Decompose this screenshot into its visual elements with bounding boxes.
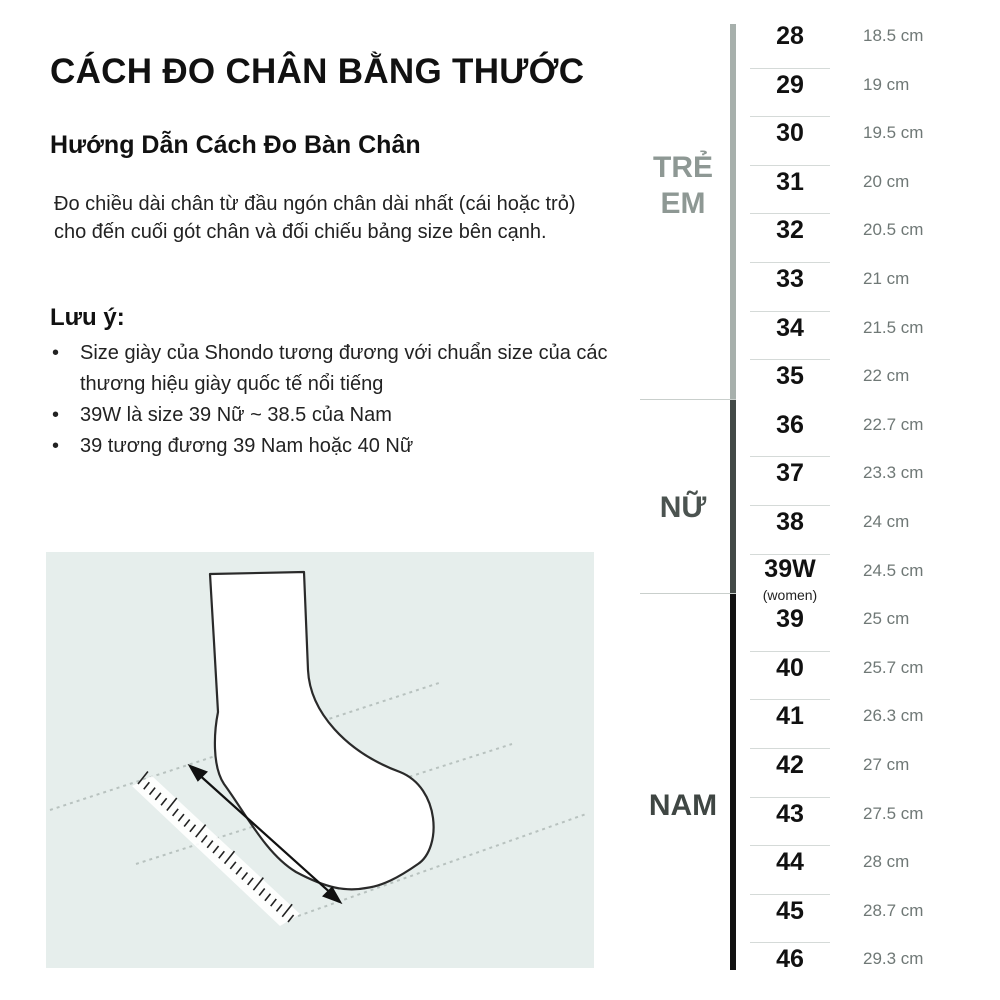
size-value: 38 — [776, 508, 804, 536]
size-row — [736, 22, 1000, 71]
size-row — [736, 554, 1000, 606]
size-row — [736, 119, 1000, 168]
group-label-men: NAM — [648, 789, 718, 822]
row-divider — [750, 699, 830, 700]
foot-length-cm: 28 cm — [863, 852, 910, 872]
group-label-women: NỮ — [659, 491, 707, 524]
row-divider — [750, 845, 830, 846]
foot-length-cm: 27.5 cm — [863, 803, 924, 823]
foot-length-cm: 23.3 cm — [863, 463, 924, 483]
group-divider — [640, 593, 736, 594]
size-row — [736, 897, 1000, 946]
size-row — [736, 702, 1000, 751]
size-value: 43 — [776, 799, 804, 828]
size-row — [736, 751, 1000, 800]
size-value: 35 — [776, 362, 804, 391]
row-divider — [750, 262, 830, 263]
size-value: 46 — [776, 945, 804, 974]
foot-length-cm: 21.5 cm — [863, 317, 924, 337]
row-divider — [750, 213, 830, 214]
note-item: • Size giày của Shondo tương đương với chuẩn size của các thương hiệu giày quốc tế nổi tiếng — [50, 338, 610, 400]
foot-length-cm: 20.5 cm — [863, 220, 924, 240]
size-value: 36 — [776, 410, 804, 439]
foot-length-cm: 19 cm — [863, 74, 910, 94]
size-value: 28 — [776, 22, 804, 50]
size-value: 45 — [776, 896, 804, 925]
note-title: Lưu ý: — [50, 304, 125, 331]
foot-length-cm: 27 cm — [863, 755, 910, 774]
size-value: 44 — [776, 848, 804, 877]
size-row — [736, 216, 1000, 265]
foot-length-cm: 20 cm — [863, 171, 910, 191]
size-row — [736, 362, 1000, 411]
foot-length-cm: 25.7 cm — [863, 657, 924, 677]
foot-length-cm: 22 cm — [863, 366, 910, 386]
size-row — [736, 945, 1000, 994]
size-value: 42 — [776, 751, 804, 779]
row-divider — [750, 116, 830, 117]
foot-length-cm: 21 cm — [863, 269, 910, 288]
size-row — [736, 508, 1000, 557]
row-divider — [750, 359, 830, 360]
row-divider — [750, 311, 830, 312]
foot-length-cm: 24.5 cm — [863, 560, 924, 580]
size-row — [736, 800, 1000, 849]
size-row — [736, 848, 1000, 897]
size-row — [736, 654, 1000, 703]
guide-subtitle: Hướng Dẫn Cách Đo Bàn Chân — [50, 131, 421, 159]
group-label-kids-line1: TRẺ — [653, 151, 713, 184]
note-item: • 39 tương đương 39 Nam hoặc 40 Nữ — [50, 431, 610, 462]
foot-length-cm: 24 cm — [863, 512, 910, 531]
foot-ruler-icon — [46, 552, 594, 968]
size-row — [736, 459, 1000, 508]
foot-length-cm: 19.5 cm — [863, 123, 924, 143]
foot-measure-illustration — [46, 552, 594, 968]
size-row — [736, 314, 1000, 363]
size-row — [736, 168, 1000, 217]
size-row — [736, 71, 1000, 120]
size-value: 30 — [776, 119, 804, 148]
size-value: 37 — [776, 459, 804, 488]
foot-length-cm: 22.7 cm — [863, 414, 924, 434]
foot-length-cm: 29.3 cm — [863, 949, 924, 969]
row-divider — [750, 505, 830, 506]
size-value: 39W — [764, 554, 816, 583]
size-value: 33 — [776, 265, 804, 293]
size-row — [736, 605, 1000, 654]
foot-length-cm: 28.7 cm — [863, 900, 924, 920]
row-divider — [750, 942, 830, 943]
foot-length-cm: 18.5 cm — [863, 26, 924, 45]
group-divider — [640, 399, 736, 400]
row-divider — [750, 68, 830, 69]
size-value: 31 — [776, 167, 804, 196]
row-divider — [750, 894, 830, 895]
row-divider — [750, 651, 830, 652]
size-row — [736, 411, 1000, 460]
note-list — [50, 338, 610, 462]
size-note: (women) — [762, 586, 818, 603]
size-value: 29 — [776, 70, 804, 99]
page-title: CÁCH ĐO CHÂN BẰNG THƯỚC — [50, 52, 585, 91]
size-value: 40 — [776, 653, 804, 682]
guide-description: Đo chiều dài chân từ đầu ngón chân dài nhất (cái hoặc trỏ) cho đến cuối gót chân và đối chiếu bảng size bên cạnh. — [54, 193, 576, 243]
foot-length-cm: 25 cm — [863, 609, 910, 629]
size-value: 39 — [776, 605, 804, 634]
size-value: 34 — [776, 313, 804, 342]
row-divider — [750, 456, 830, 457]
row-divider — [750, 165, 830, 166]
size-value: 32 — [776, 216, 804, 245]
foot-length-cm: 26.3 cm — [863, 706, 924, 726]
row-divider — [750, 797, 830, 798]
size-row — [736, 265, 1000, 314]
row-divider — [750, 748, 830, 749]
size-value: 41 — [776, 702, 804, 731]
note-item: • 39W là size 39 Nữ ~ 38.5 của Nam — [50, 400, 610, 431]
group-label-kids-line2: EM — [660, 187, 706, 220]
group-label-kids — [636, 150, 730, 222]
